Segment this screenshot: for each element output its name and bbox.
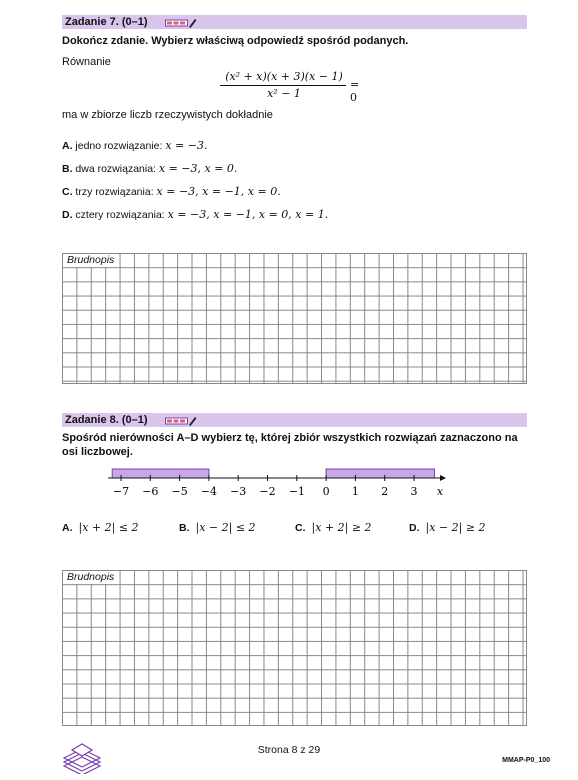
option-math: |x + 2| ≥ 2 [311, 521, 372, 534]
task7-title: Zadanie 7. (0–1) [65, 16, 148, 28]
option-letter: D. [409, 522, 420, 534]
task8-answers [62, 521, 527, 535]
tick-label: 1 [351, 485, 359, 498]
option-letter: D. [62, 209, 73, 221]
tick-label: −3 [230, 485, 247, 498]
tick-label: −5 [171, 485, 188, 498]
option-math: x = −3, x = 0. [158, 162, 238, 175]
task7-option-c[interactable] [62, 185, 281, 199]
score-boxes-pencil-icon [165, 414, 197, 432]
tick-label: 2 [381, 485, 389, 498]
task7-option-b[interactable] [62, 162, 237, 176]
option-letter: C. [62, 186, 73, 198]
task7-instruction: Dokończ zdanie. Wybierz właściwą odpowiedź spośród podanych. [62, 35, 409, 47]
task7-stem: ma w zbiorze liczb rzeczywistych dokładnie [62, 109, 273, 121]
shaded-interval-1 [326, 469, 434, 478]
fraction-line [220, 85, 346, 86]
task7-option-d[interactable] [62, 208, 328, 222]
option-math: |x + 2| ≤ 2 [78, 521, 139, 534]
equation-numerator: (x² + x)(x + 3)(x − 1) [225, 70, 343, 83]
task7-option-a[interactable] [62, 139, 207, 153]
tick-label: −2 [259, 485, 276, 498]
task7-scratch-grid [62, 253, 527, 384]
option-text: jedno rozwiązanie: [75, 140, 163, 152]
tick-label: 3 [410, 485, 418, 498]
task7-lead: Równanie [62, 56, 111, 68]
option-text: trzy rozwiązania: [75, 186, 154, 198]
option-math: x = −3. [165, 139, 208, 152]
number-line [0, 464, 578, 504]
tick-label: −7 [112, 485, 130, 498]
task7-header-bar [62, 15, 527, 29]
tick-label: 0 [322, 485, 330, 498]
page-number: Strona 8 z 29 [257, 744, 321, 756]
task8-title: Zadanie 8. (0–1) [65, 414, 148, 426]
task8-option-d[interactable] [409, 521, 486, 535]
shaded-interval-0 [112, 469, 209, 478]
option-text: cztery rozwiązania: [75, 209, 165, 221]
equation-rhs: = 0 [350, 78, 360, 104]
equation-denominator: x² − 1 [267, 87, 301, 100]
task8-scratch-grid [62, 570, 527, 726]
scratch-label: Brudnopis [67, 254, 115, 266]
option-text: dwa rozwiązania: [75, 163, 156, 175]
tick-label: −1 [288, 485, 305, 498]
score-boxes-pencil-icon [165, 16, 197, 34]
option-math: |x − 2| ≥ 2 [425, 521, 486, 534]
option-letter: A. [62, 140, 73, 152]
option-letter: C. [295, 522, 306, 534]
option-letter: A. [62, 522, 73, 534]
scratch-label: Brudnopis [67, 571, 115, 583]
task8-header-bar [62, 413, 527, 427]
option-letter: B. [179, 522, 190, 534]
option-letter: B. [62, 163, 73, 175]
task8-instruction: Spośród nierówności A–D wybierz tę, której zbiór wszystkich rozwiązań zaznaczono na osi liczbowej. [62, 432, 518, 458]
tick-label: −4 [200, 485, 218, 498]
axis-arrow [440, 475, 446, 481]
tick-label: −6 [142, 485, 159, 498]
task8-option-c[interactable] [295, 521, 372, 535]
task8-option-a[interactable] [62, 521, 139, 535]
option-math: |x − 2| ≤ 2 [195, 521, 256, 534]
option-math: x = −3, x = −1, x = 0. [156, 185, 281, 198]
option-math: x = −3, x = −1, x = 0, x = 1. [167, 208, 329, 221]
task8-option-b[interactable] [179, 521, 256, 535]
axis-variable-label: x [436, 485, 444, 498]
exam-code: MMAP-P0_100 [502, 757, 550, 764]
